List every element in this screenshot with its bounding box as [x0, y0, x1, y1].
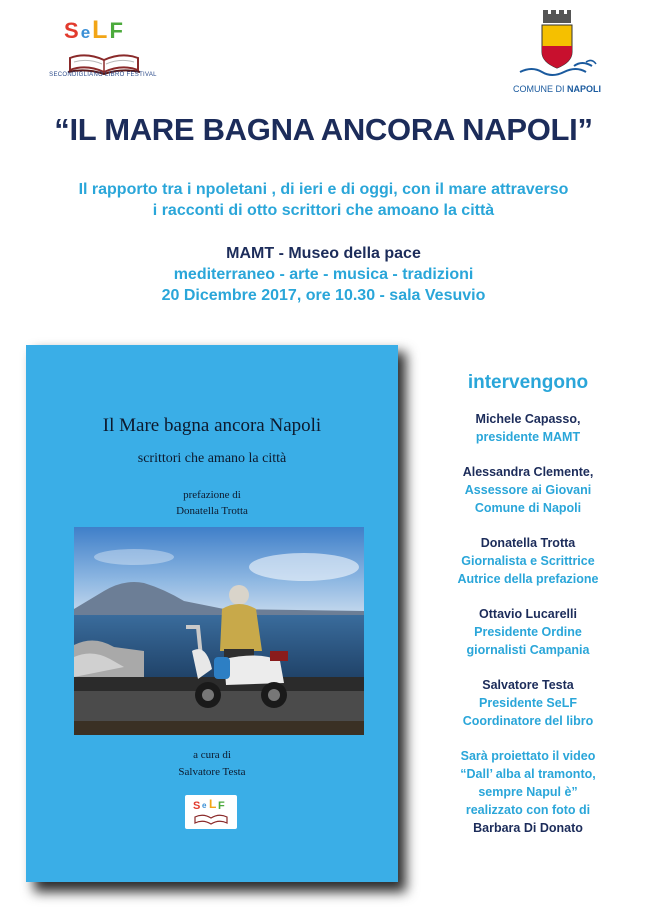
speaker-role: Presidente Ordine	[474, 625, 582, 639]
speaker-entry	[418, 410, 638, 446]
speaker-entry	[418, 676, 638, 730]
poster-subtitle	[0, 179, 647, 221]
logo-letter-e: e	[80, 23, 93, 42]
seafront-photo-illustration	[74, 527, 364, 735]
svg-text:S: S	[193, 800, 201, 812]
cover-preface-author: Donatella Trotta	[176, 505, 248, 517]
cover-preface-label: prefazione di	[183, 489, 241, 501]
poster-title: “IL MARE BAGNA ANCORA NAPOLI”	[54, 112, 593, 147]
speaker-entry	[418, 463, 638, 517]
speaker-role: Autrice della prefazione	[457, 572, 599, 586]
cover-photo-naples-seafront	[74, 527, 364, 735]
self-small-logo-icon	[185, 795, 237, 829]
video-note	[418, 747, 638, 837]
comune-caption-bold: NAPOLI	[566, 84, 601, 94]
logo-letter-l: L	[92, 16, 110, 44]
self-small-logo	[185, 795, 237, 829]
speaker-name: Salvatore Testa	[482, 678, 574, 692]
comune-caption	[512, 84, 602, 94]
cover-curator-name: Salvatore Testa	[178, 766, 246, 778]
event-date-time: 20 Dicembre 2017, ore 10.30 - sala Vesuvio	[161, 287, 486, 304]
video-note-line: “Dall’ alba al tramonto,	[460, 767, 596, 781]
self-festival-logo	[42, 16, 164, 96]
venue-tagline: mediterraneo - arte - musica - tradizioni	[173, 266, 474, 283]
speakers-heading: intervengono	[467, 372, 589, 393]
cover-title: Il Mare bagna ancora Napoli	[102, 415, 322, 436]
speaker-name: Donatella Trotta	[480, 536, 576, 550]
svg-text:L: L	[209, 797, 217, 811]
speaker-role: Giornalista e Scrittrice	[461, 554, 595, 568]
self-logo-letters	[64, 16, 125, 45]
venue-name: MAMT - Museo della pace	[226, 245, 421, 262]
speaker-role: giornalisti Campania	[466, 643, 590, 657]
speaker-role: Presidente SeLF	[479, 696, 577, 710]
speaker-role: presidente MAMT	[475, 430, 581, 444]
logo-letter-f: F	[109, 18, 125, 43]
self-logo-caption: SECONDIGLIANO LIBRO FESTIVAL	[49, 72, 157, 78]
photographer-name: Barbara Di Donato	[473, 821, 583, 835]
speaker-role: Comune di Napoli	[474, 501, 582, 515]
video-note-line: realizzato con foto di	[465, 803, 591, 817]
venue-info	[0, 243, 647, 306]
video-note-line: Sarà proiettato il video	[460, 749, 596, 763]
subtitle-line-2: i racconti di otto scrittori che amoano la città	[152, 202, 495, 219]
cover-subtitle: scrittori che amano la città	[137, 451, 287, 466]
speaker-name: Alessandra Clemente,	[462, 465, 594, 479]
book-cover	[26, 345, 398, 882]
speaker-role: Assessore ai Giovani	[464, 483, 592, 497]
subtitle-line-1: Il rapporto tra i npoletani , di ieri e di oggi, con il mare attraverso	[78, 181, 569, 198]
cover-curator-label: a cura di	[193, 749, 231, 761]
comune-di-napoli-logo	[512, 10, 602, 96]
speakers-column	[418, 372, 638, 837]
video-note-line: sempre Napul è”	[478, 785, 578, 799]
speaker-name: Michele Capasso,	[475, 412, 581, 426]
speaker-role: Coordinatore del libro	[462, 714, 594, 728]
speaker-name: Ottavio Lucarelli	[479, 607, 577, 621]
svg-text:e: e	[202, 801, 207, 810]
logo-letter-s: S	[64, 18, 81, 43]
speaker-entry	[418, 534, 638, 588]
speaker-entry	[418, 605, 638, 659]
svg-text:F: F	[218, 800, 225, 812]
napoli-coat-of-arms-icon	[512, 10, 602, 82]
comune-caption-light: COMUNE DI	[512, 84, 567, 94]
